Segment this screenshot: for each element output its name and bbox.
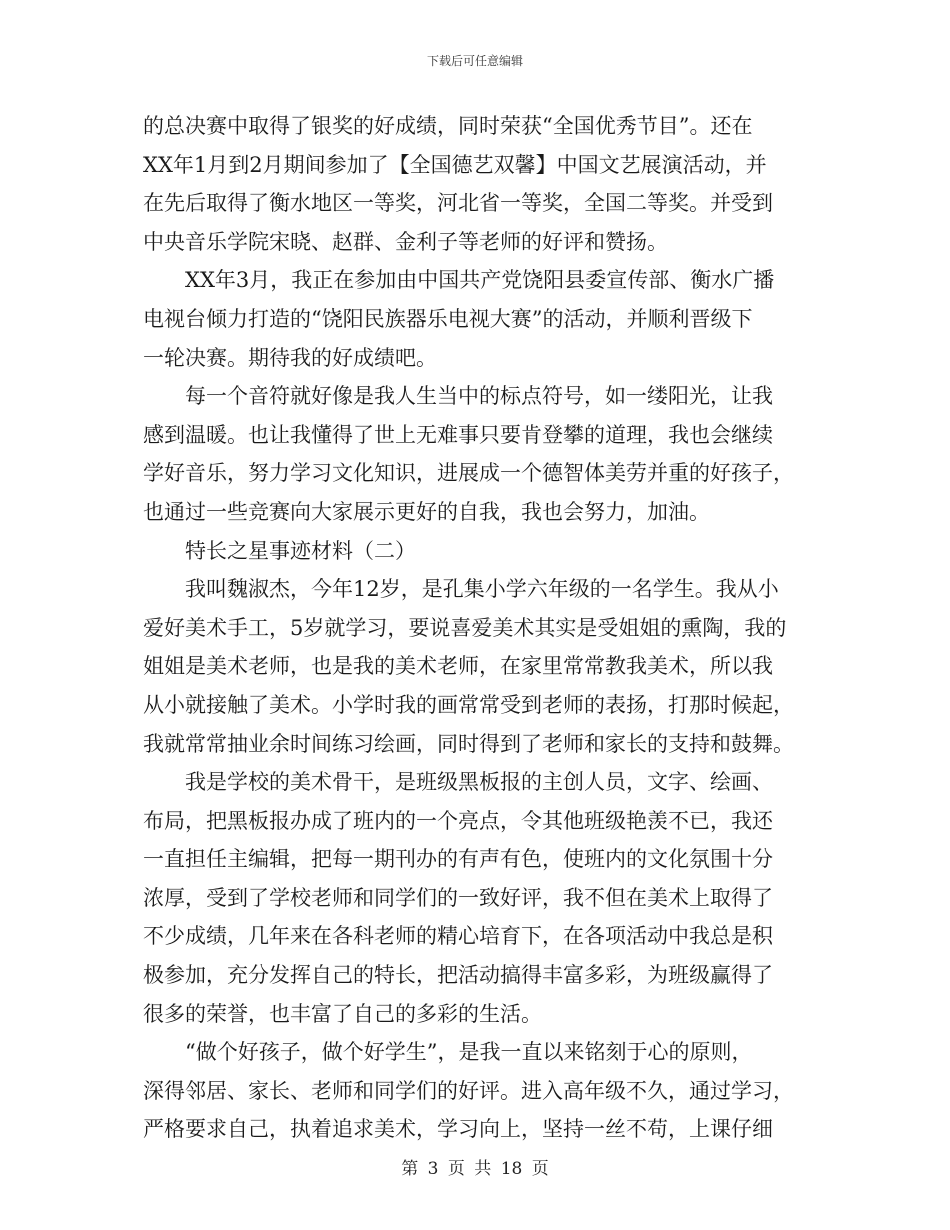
text-line: XX年3月，我正在参加由中国共产党饶阳县委宣传部、衡水广播 xyxy=(185,268,775,293)
text-line: 一轮决赛。期待我的好成绩吧。 xyxy=(143,345,437,370)
text-line: 我叫魏淑杰，今年12岁，是孔集小学六年级的一名学生。我从小 xyxy=(185,577,779,602)
text-line: 电视台倾力打造的“饶阳民族器乐电视大赛”的活动，并顺利晋级下 xyxy=(143,306,753,331)
text-line: 浓厚，受到了学校老师和同学们的一致好评，我不但在美术上取得了 xyxy=(143,885,773,910)
text-line: 爱好美术手工，5岁就学习，要说喜爱美术其实是受姐姐的熏陶，我的 xyxy=(143,615,787,640)
text-line: 我是学校的美术骨干，是班级黑板报的主创人员，文字、绘画、 xyxy=(185,770,773,795)
text-line: “做个好孩子，做个好学生”，是我一直以来铭刻于心的原则， xyxy=(185,1040,753,1065)
text-line: 也通过一些竞赛向大家展示更好的自我，我也会努力，加油。 xyxy=(143,499,710,524)
text-line: 从小就接触了美术。小学时我的画常常受到老师的表扬，打那时候起， xyxy=(143,692,794,717)
text-line: 一直担任主编辑，把每一期刊办的有声有色，使班内的文化氛围十分 xyxy=(143,847,773,872)
text-line: 极参加，充分发挥自己的特长，把活动搞得丰富多彩，为班级赢得了 xyxy=(143,963,773,988)
text-line: 严格要求自己，执着追求美术，学习向上，坚持一丝不苟，上课仔细 xyxy=(143,1117,773,1142)
text-line: 每一个音符就好像是我人生当中的标点符号，如一缕阳光，让我 xyxy=(185,384,773,409)
text-line: 学好音乐，努力学习文化知识，进展成一个德智体美劳并重的好孩子， xyxy=(143,461,794,486)
text-line: 我就常常抽业余时间练习绘画，同时得到了老师和家长的支持和鼓舞。 xyxy=(143,731,794,756)
text-line: 感到温暖。也让我懂得了世上无难事只要肯登攀的道理，我也会继续 xyxy=(143,422,773,447)
section-heading: 特长之星事迹材料（二） xyxy=(185,538,416,563)
page-footer: 第 3 页 共 18 页 xyxy=(401,1159,549,1179)
text-line: 很多的荣誉，也丰富了自己的多彩的生活。 xyxy=(143,1001,542,1026)
text-line: 不少成绩，几年来在各科老师的精心培育下，在各项活动中我总是积 xyxy=(143,924,773,949)
text-line: 姐姐是美术老师，也是我的美术老师，在家里常常教我美术，所以我 xyxy=(143,654,773,679)
text-line: 中央音乐学院宋晓、赵群、金利子等老师的好评和赞扬。 xyxy=(143,229,668,254)
text-line: 深得邻居、家长、老师和同学们的好评。进入高年级不久，通过学习， xyxy=(143,1078,794,1103)
text-line: XX年1月到2月期间参加了【全国德艺双馨】中国文艺展演活动，并 xyxy=(143,152,767,177)
page-header: 下载后可任意编辑 xyxy=(426,54,523,68)
text-line: 布局，把黑板报办成了班内的一个亮点，令其他班级艳羡不已，我还 xyxy=(143,808,773,833)
document-body xyxy=(143,107,808,1149)
text-line: 在先后取得了衡水地区一等奖，河北省一等奖，全国二等奖。并受到 xyxy=(143,191,773,216)
text-line: 的总决赛中取得了银奖的好成绩，同时荣获“全国优秀节目”。还在 xyxy=(143,114,753,138)
